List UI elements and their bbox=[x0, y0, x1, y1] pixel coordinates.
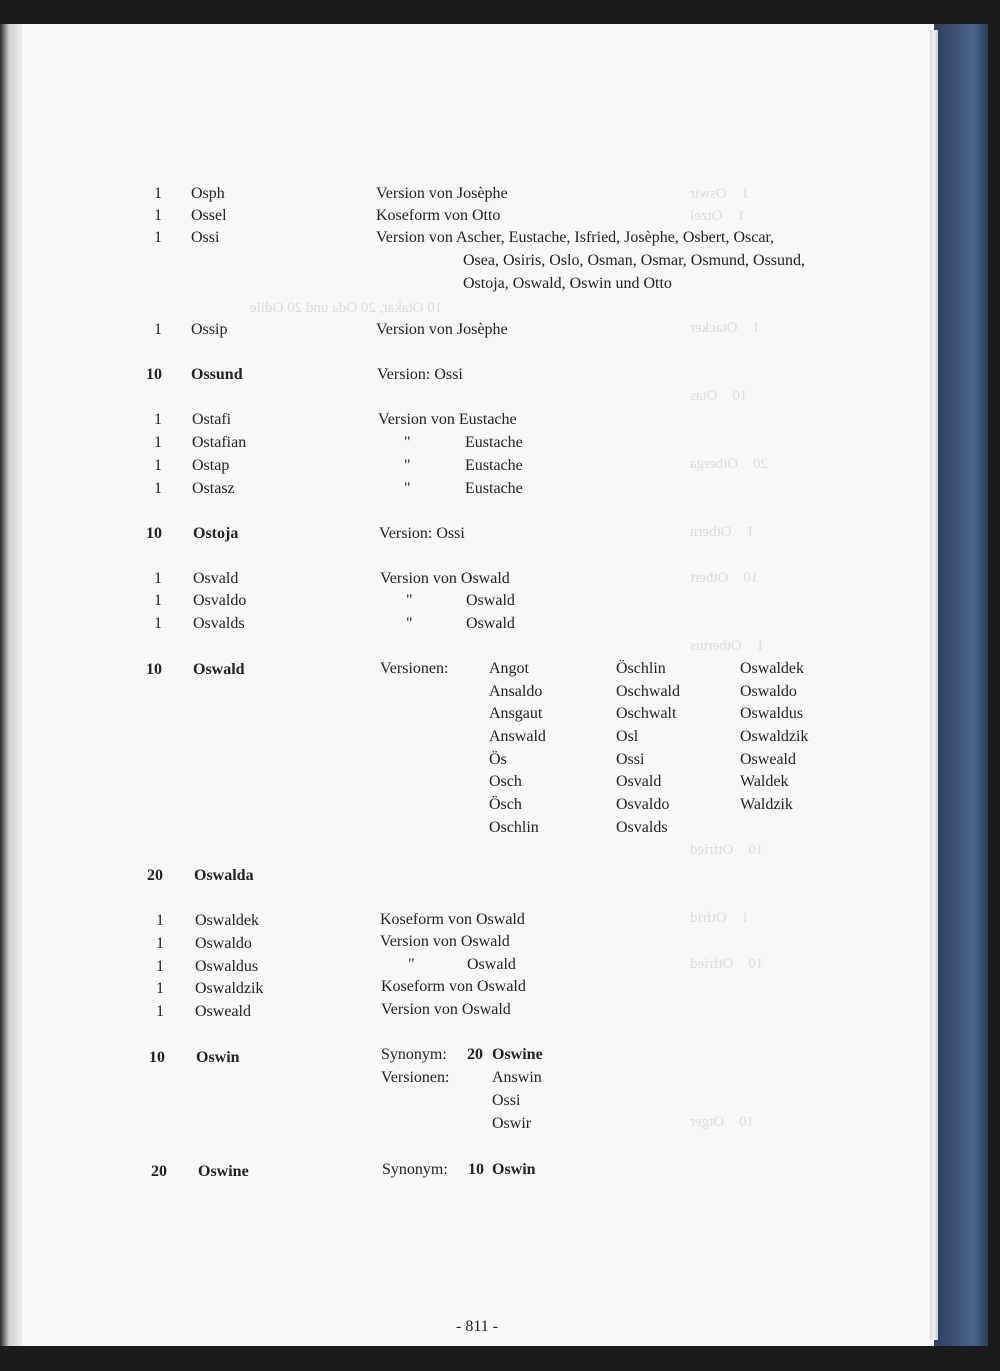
synonym-count: 10 bbox=[468, 1161, 484, 1178]
entry-name: Ossi bbox=[191, 229, 220, 246]
version-item: Ossi bbox=[492, 1092, 521, 1109]
version-item: Osvaldo bbox=[616, 796, 670, 813]
entry-desc: Version von Oswald bbox=[380, 933, 510, 950]
version-item: Oswaldek bbox=[740, 660, 804, 677]
synonym-name: Oswin bbox=[492, 1161, 536, 1178]
version-item: Waldek bbox=[740, 773, 789, 790]
entry-count: 20 bbox=[147, 867, 163, 884]
show-through-text: 10 Otas bbox=[690, 388, 748, 404]
entry-count: 1 bbox=[156, 958, 164, 975]
show-through-text: 1 Otbern bbox=[690, 524, 755, 540]
version-item: Ansaldo bbox=[489, 683, 543, 700]
entry-count: 1 bbox=[154, 411, 162, 428]
entry-count: 1 bbox=[156, 980, 164, 997]
entry-desc: Version von Ascher, Eustache, Isfried, Josèphe, Osbert, Oscar, bbox=[376, 229, 775, 246]
show-through-text: 10 Otfried bbox=[690, 842, 764, 858]
entry-count: 1 bbox=[156, 1003, 164, 1020]
entry-ref: Oswald bbox=[467, 956, 516, 973]
entry-count: 1 bbox=[154, 185, 162, 202]
entry-desc-continued: Ostoja, Oswald, Oswin und Otto bbox=[463, 275, 672, 292]
entry-name: Ostoja bbox=[193, 525, 239, 542]
ditto-mark: " bbox=[406, 592, 413, 609]
entry-ref: Oswald bbox=[466, 592, 515, 609]
book-cover-right bbox=[930, 24, 988, 1346]
version-item: Öschlin bbox=[616, 660, 666, 677]
ditto-mark: " bbox=[408, 956, 415, 973]
versions-label: Versionen: bbox=[380, 660, 449, 677]
entry-ref: Eustache bbox=[465, 457, 523, 474]
entry-ref: Eustache bbox=[465, 434, 523, 451]
entry-desc: Koseform von Otto bbox=[376, 207, 501, 224]
version-item: Osvalds bbox=[616, 819, 668, 836]
entry-name: Ostafian bbox=[192, 434, 247, 451]
entry-ref: Eustache bbox=[465, 480, 523, 497]
entry-desc: Version von Eustache bbox=[378, 411, 517, 428]
show-through-text: 20 Otberga bbox=[690, 456, 769, 472]
entry-count: 1 bbox=[154, 457, 162, 474]
entry-name: Oswalda bbox=[194, 867, 254, 884]
page-edge bbox=[930, 30, 938, 1340]
entry-count: 1 bbox=[154, 570, 162, 587]
ditto-mark: " bbox=[404, 480, 411, 497]
entry-desc: Koseform von Oswald bbox=[380, 911, 525, 928]
entry-name: Ossund bbox=[191, 366, 243, 383]
version-item: Oswaldo bbox=[740, 683, 797, 700]
entry-count: 20 bbox=[151, 1163, 167, 1180]
entry-desc: Version: Ossi bbox=[377, 366, 463, 383]
show-through-text: 1 Oswir bbox=[690, 186, 750, 202]
book-spine-left bbox=[0, 24, 22, 1346]
ditto-mark: " bbox=[404, 457, 411, 474]
entry-count: 10 bbox=[149, 1049, 165, 1066]
entry-name: Ossip bbox=[191, 321, 228, 338]
version-item: Oschwalt bbox=[616, 705, 677, 722]
entry-name: Oswine bbox=[198, 1163, 249, 1180]
show-through-text: 10 Otfried bbox=[690, 956, 764, 972]
entry-ref: Oswald bbox=[466, 615, 515, 632]
version-item: Waldzik bbox=[740, 796, 793, 813]
entry-count: 10 bbox=[146, 525, 162, 542]
version-item: Ösch bbox=[489, 796, 522, 813]
version-item: Ös bbox=[489, 751, 507, 768]
entry-count: 10 bbox=[146, 366, 162, 383]
entry-name: Ossel bbox=[191, 207, 227, 224]
version-item: Oswaldus bbox=[740, 705, 804, 722]
show-through-text: 10 Otakar, 20 Oda und 20 Odile bbox=[250, 300, 443, 316]
entry-desc: Version: Ossi bbox=[379, 525, 465, 542]
entry-desc: Version von Josèphe bbox=[376, 321, 508, 338]
entry-count: 1 bbox=[156, 935, 164, 952]
version-item: Oschlin bbox=[489, 819, 539, 836]
entry-desc-continued: Osea, Osiris, Oslo, Osman, Osmar, Osmund, Ossund, bbox=[463, 252, 806, 269]
ditto-mark: " bbox=[406, 615, 413, 632]
show-through-text: 1 Otacker bbox=[690, 320, 760, 336]
entry-count: 1 bbox=[154, 480, 162, 497]
entry-desc: Version von Oswald bbox=[381, 1001, 511, 1018]
entry-name: Oswald bbox=[193, 661, 245, 678]
entry-count: 1 bbox=[154, 592, 162, 609]
version-item: Angot bbox=[489, 660, 529, 677]
version-item: Answald bbox=[489, 728, 546, 745]
synonym-name: Oswine bbox=[492, 1046, 543, 1063]
entry-name: Oswin bbox=[196, 1049, 240, 1066]
entry-name: Osweald bbox=[195, 1003, 251, 1020]
entry-desc: Version von Oswald bbox=[380, 570, 510, 587]
version-item: Oswaldzik bbox=[740, 728, 809, 745]
version-item: Oschwald bbox=[616, 683, 680, 700]
entry-name: Osvalds bbox=[193, 615, 245, 632]
entry-count: 1 bbox=[154, 207, 162, 224]
entry-desc: Koseform von Oswald bbox=[381, 978, 526, 995]
versions-label: Versionen: bbox=[381, 1069, 450, 1086]
show-through-text: 1 Otzel bbox=[690, 208, 745, 224]
entry-count: 1 bbox=[154, 615, 162, 632]
entry-name: Oswaldzik bbox=[195, 980, 264, 997]
version-item: Ossi bbox=[616, 751, 645, 768]
entry-name: Oswaldo bbox=[195, 935, 252, 952]
entry-count: 1 bbox=[156, 912, 164, 929]
synonym-label: Synonym: bbox=[382, 1161, 448, 1178]
entry-name: Osph bbox=[191, 185, 225, 202]
synonym-label: Synonym: bbox=[381, 1046, 447, 1063]
entry-name: Oswaldus bbox=[195, 958, 259, 975]
entry-name: Osvald bbox=[193, 570, 239, 587]
entry-desc: Version von Josèphe bbox=[376, 185, 508, 202]
entry-count: 1 bbox=[154, 434, 162, 451]
version-item: Osvald bbox=[616, 773, 662, 790]
version-item: Osweald bbox=[740, 751, 796, 768]
version-item: Oswir bbox=[492, 1115, 532, 1132]
version-item: Osch bbox=[489, 773, 522, 790]
show-through-text: 1 Otfrid bbox=[690, 910, 750, 926]
synonym-count: 20 bbox=[467, 1046, 483, 1063]
ditto-mark: " bbox=[404, 434, 411, 451]
entry-count: 1 bbox=[154, 321, 162, 338]
entry-name: Ostap bbox=[192, 457, 230, 474]
page-number: - 811 - bbox=[456, 1318, 499, 1335]
entry-count: 10 bbox=[146, 661, 162, 678]
show-through-text: 1 Otbertus bbox=[690, 638, 765, 654]
entry-name: Ostafi bbox=[192, 411, 232, 428]
entry-name: Oswaldek bbox=[195, 912, 259, 929]
entry-count: 1 bbox=[154, 229, 162, 246]
version-item: Ansgaut bbox=[489, 705, 543, 722]
version-item: Osl bbox=[616, 728, 639, 745]
show-through-text: 10 Otger bbox=[690, 1114, 755, 1130]
entry-name: Osvaldo bbox=[193, 592, 247, 609]
version-item: Answin bbox=[492, 1069, 542, 1086]
show-through-text: 10 Otbert bbox=[690, 570, 759, 586]
entry-name: Ostasz bbox=[192, 480, 235, 497]
